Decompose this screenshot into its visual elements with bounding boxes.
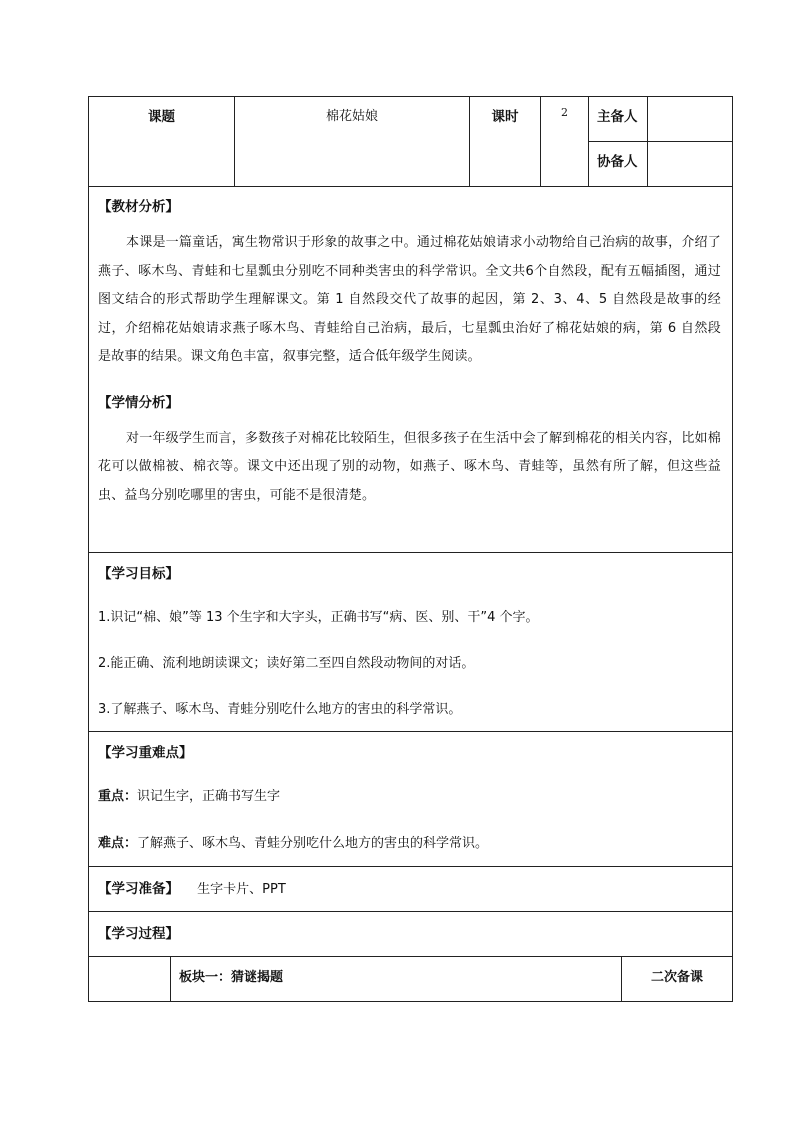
focus-text: 识记生字，正确书写生字	[137, 789, 281, 804]
process-row	[89, 912, 733, 957]
student-analysis-body: 对一年级学生而言，多数孩子对棉花比较陌生，但很多孩子在生活中会了解到棉花的相关内容，比如棉花可以做棉被、棉衣等。课文中还出现了别的动物，如燕子、啄木鸟、青蛙等，虽然有所了解，但这些益虫、益鸟分别吃哪里的害虫，可能不是很清楚。	[98, 430, 721, 503]
process-block-empty-cell	[89, 957, 171, 1002]
main-preparer-label: 主备人	[589, 97, 648, 142]
learning-goal-3: 3.了解燕子、啄木鸟、青蛙分别吃什么地方的害虫的科学常识。	[98, 702, 462, 717]
header-row	[89, 97, 733, 142]
period-value: 2	[541, 97, 589, 187]
lesson-plan-table	[88, 96, 733, 957]
difficulty-text: 了解燕子、啄木鸟、青蛙分别吃什么地方的害虫的科学常识。	[137, 836, 489, 851]
learning-goals-cell	[89, 553, 733, 732]
textbook-analysis-body: 本课是一篇童话，寓生物常识于形象的故事之中。通过棉花姑娘请求小动物给自己治病的故事，介绍了燕子、啄木鸟、青蛙和七星瓢虫分别吃不同种类害虫的科学常识。全文共6个自然段，配有五幅插图，通过图文结合的形式帮助学生理解课文。第 1 自然段交代了故事的起因，第 2、3、4、5 自然段是故事的经过，介绍棉花姑娘请求燕子啄木鸟、青蛙给自己治病，最后，七星瓢虫治好了棉花姑娘的病，第 6 自然段是故事的结果。课文角色丰富，叙事完整，适合低年级学生阅读。	[98, 235, 721, 364]
key-points-row	[89, 732, 733, 867]
learning-goals-row	[89, 553, 733, 732]
process-block-row	[89, 957, 733, 1002]
process-block-title: 板块一：猜谜揭题	[171, 957, 622, 1002]
process-title: 【学习过程】	[98, 926, 179, 942]
preparation-text: 生字卡片、PPT	[197, 882, 286, 897]
focus-line	[98, 785, 721, 804]
analysis-cell	[89, 187, 733, 553]
difficulty-line	[98, 832, 721, 851]
difficulty-label: 难点：	[98, 836, 138, 851]
second-prep-label: 二次备课	[622, 957, 733, 1002]
learning-goals-title: 【学习目标】	[98, 566, 179, 582]
preparation-row	[89, 867, 733, 912]
learning-goal-1: 1.识记“棉、娘”等 13 个生字和大字头，正确书写“病、医、别、干”4 个字。	[98, 610, 539, 625]
key-points-cell	[89, 732, 733, 867]
process-cell	[89, 912, 733, 957]
learning-goal-2: 2.能正确、流利地朗读课文；读好第二至四自然段动物间的对话。	[98, 656, 475, 671]
topic-label: 课题	[89, 97, 235, 187]
main-preparer-value	[648, 97, 733, 142]
period-label: 课时	[470, 97, 541, 187]
process-subtable	[88, 956, 733, 1002]
focus-label: 重点：	[98, 789, 138, 804]
analysis-row	[89, 187, 733, 553]
student-analysis-title: 【学情分析】	[98, 394, 179, 411]
co-preparer-value	[648, 142, 733, 187]
key-points-title: 【学习重难点】	[98, 745, 193, 761]
textbook-analysis-title: 【教材分析】	[98, 199, 179, 215]
preparation-title: 【学习准备】	[98, 881, 179, 897]
topic-value: 棉花姑娘	[235, 97, 470, 187]
preparation-cell	[89, 867, 733, 912]
co-preparer-label: 协备人	[589, 142, 648, 187]
lesson-plan-document	[88, 96, 732, 1002]
